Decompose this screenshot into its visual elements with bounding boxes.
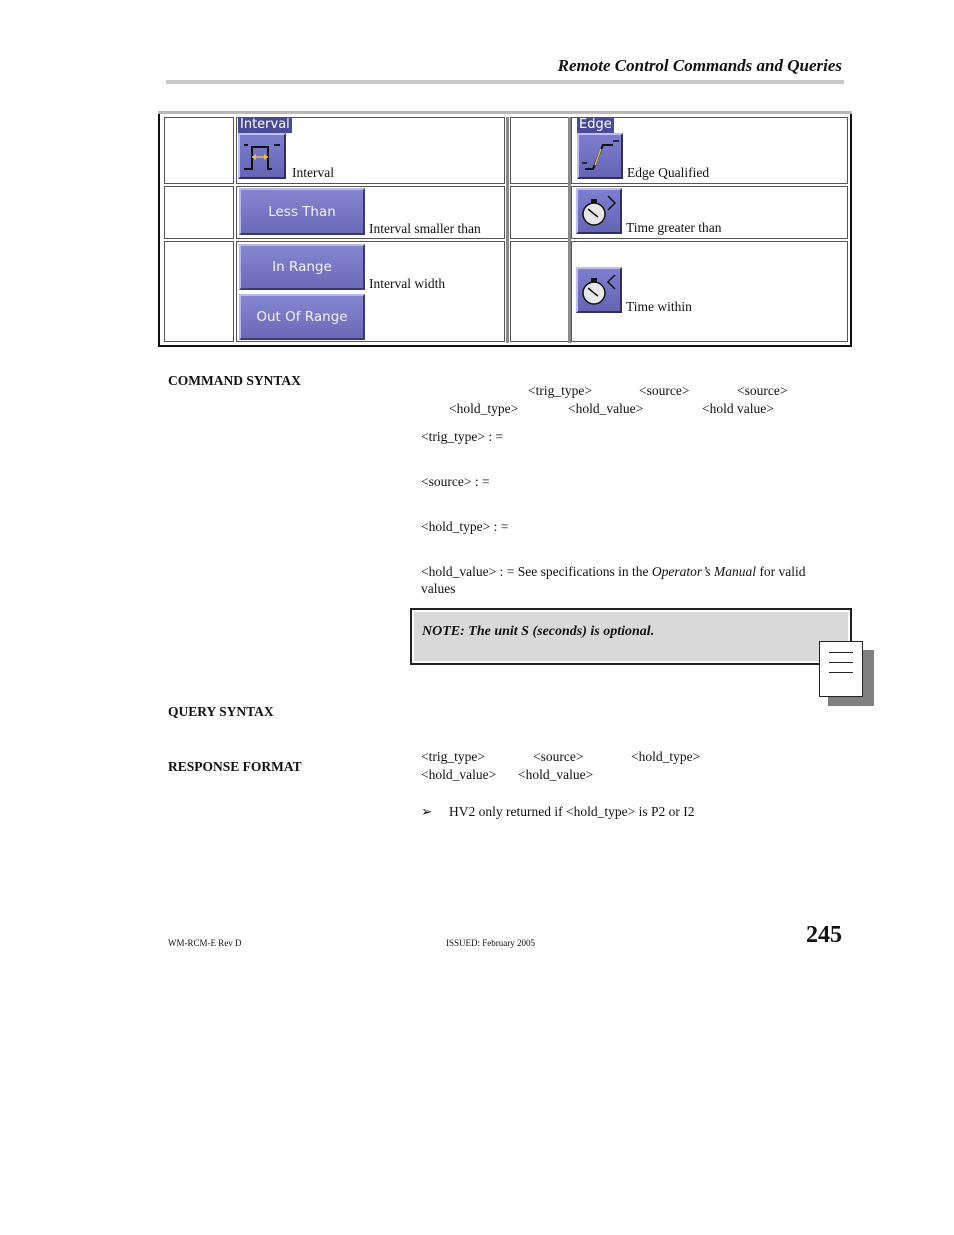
column-separator <box>568 117 571 343</box>
interval-tag: Interval <box>240 117 290 132</box>
response-hold-value-1: <hold_value> <box>421 767 497 782</box>
response-trig-type: <trig_type> <box>421 749 485 764</box>
operators-manual-ref: Operator’s Manual <box>651 564 757 579</box>
response-format-heading: RESPONSE FORMAT <box>168 759 302 774</box>
command-syntax-heading: COMMAND SYNTAX <box>168 373 301 388</box>
note-box <box>410 608 852 665</box>
page-number: 245 <box>806 922 842 948</box>
note-text: NOTE: The unit S (seconds) is optional. <box>422 624 655 639</box>
interval-label: Interval <box>292 165 334 180</box>
trig-type-definition: <trig_type> : = <box>421 429 504 444</box>
syntax-hold-value-2: <hold value> <box>702 401 774 416</box>
interval-smaller-label: Interval smaller than <box>369 221 481 236</box>
response-hold-value-2: <hold_value> <box>518 767 594 782</box>
stopwatch-within-icon[interactable] <box>576 267 622 313</box>
page-header-title: Remote Control Commands and Queries <box>557 56 842 75</box>
less-than-button[interactable]: Less Than <box>239 188 365 235</box>
table-cell <box>164 241 234 342</box>
table-cell <box>164 186 234 239</box>
response-bullet: HV2 only returned if <hold_type> is P2 or I2 <box>449 804 695 819</box>
syntax-hold-value-1: <hold_value> <box>568 401 644 416</box>
query-syntax-heading: QUERY SYNTAX <box>168 704 274 719</box>
syntax-hold-type: <hold_type> <box>449 401 519 416</box>
in-range-button[interactable]: In Range <box>239 244 365 290</box>
source-definition: <source> : = <box>421 474 490 489</box>
response-source: <source> <box>533 749 584 764</box>
table-cell <box>164 117 234 184</box>
hold-value-def-pre: <hold_value> : = See specifications in the <box>421 564 652 579</box>
hold-value-def-post: for valid <box>756 564 806 579</box>
edge-tag: Edge <box>579 117 612 132</box>
bullet-arrow-icon: ➢ <box>421 804 433 819</box>
out-of-range-button[interactable]: Out Of Range <box>239 294 365 340</box>
footer-doc-id: WM-RCM-E Rev D <box>168 938 242 948</box>
syntax-source-2: <source> <box>737 383 788 398</box>
interval-width-label: Interval width <box>369 276 446 291</box>
column-separator <box>506 117 509 343</box>
hold-type-definition: <hold_type> : = <box>421 519 509 534</box>
edge-qualified-label: Edge Qualified <box>627 165 710 180</box>
table-cell <box>510 241 569 342</box>
table-cell <box>510 186 569 239</box>
header-rule <box>166 80 844 84</box>
edge-icon[interactable] <box>577 133 623 179</box>
time-greater-label: Time greater than <box>626 220 722 235</box>
hold-value-definition-cont: values <box>421 581 456 596</box>
time-within-label: Time within <box>626 299 692 314</box>
interval-icon[interactable] <box>238 133 286 179</box>
syntax-source-1: <source> <box>639 383 690 398</box>
table-cell <box>510 117 569 184</box>
stopwatch-greater-icon[interactable] <box>576 188 622 234</box>
syntax-trig-type: <trig_type> <box>528 383 592 398</box>
hold-value-definition <box>421 564 806 580</box>
note-page-icon <box>819 641 863 697</box>
response-hold-type: <hold_type> <box>631 749 701 764</box>
footer-issued: ISSUED: February 2005 <box>446 938 535 948</box>
